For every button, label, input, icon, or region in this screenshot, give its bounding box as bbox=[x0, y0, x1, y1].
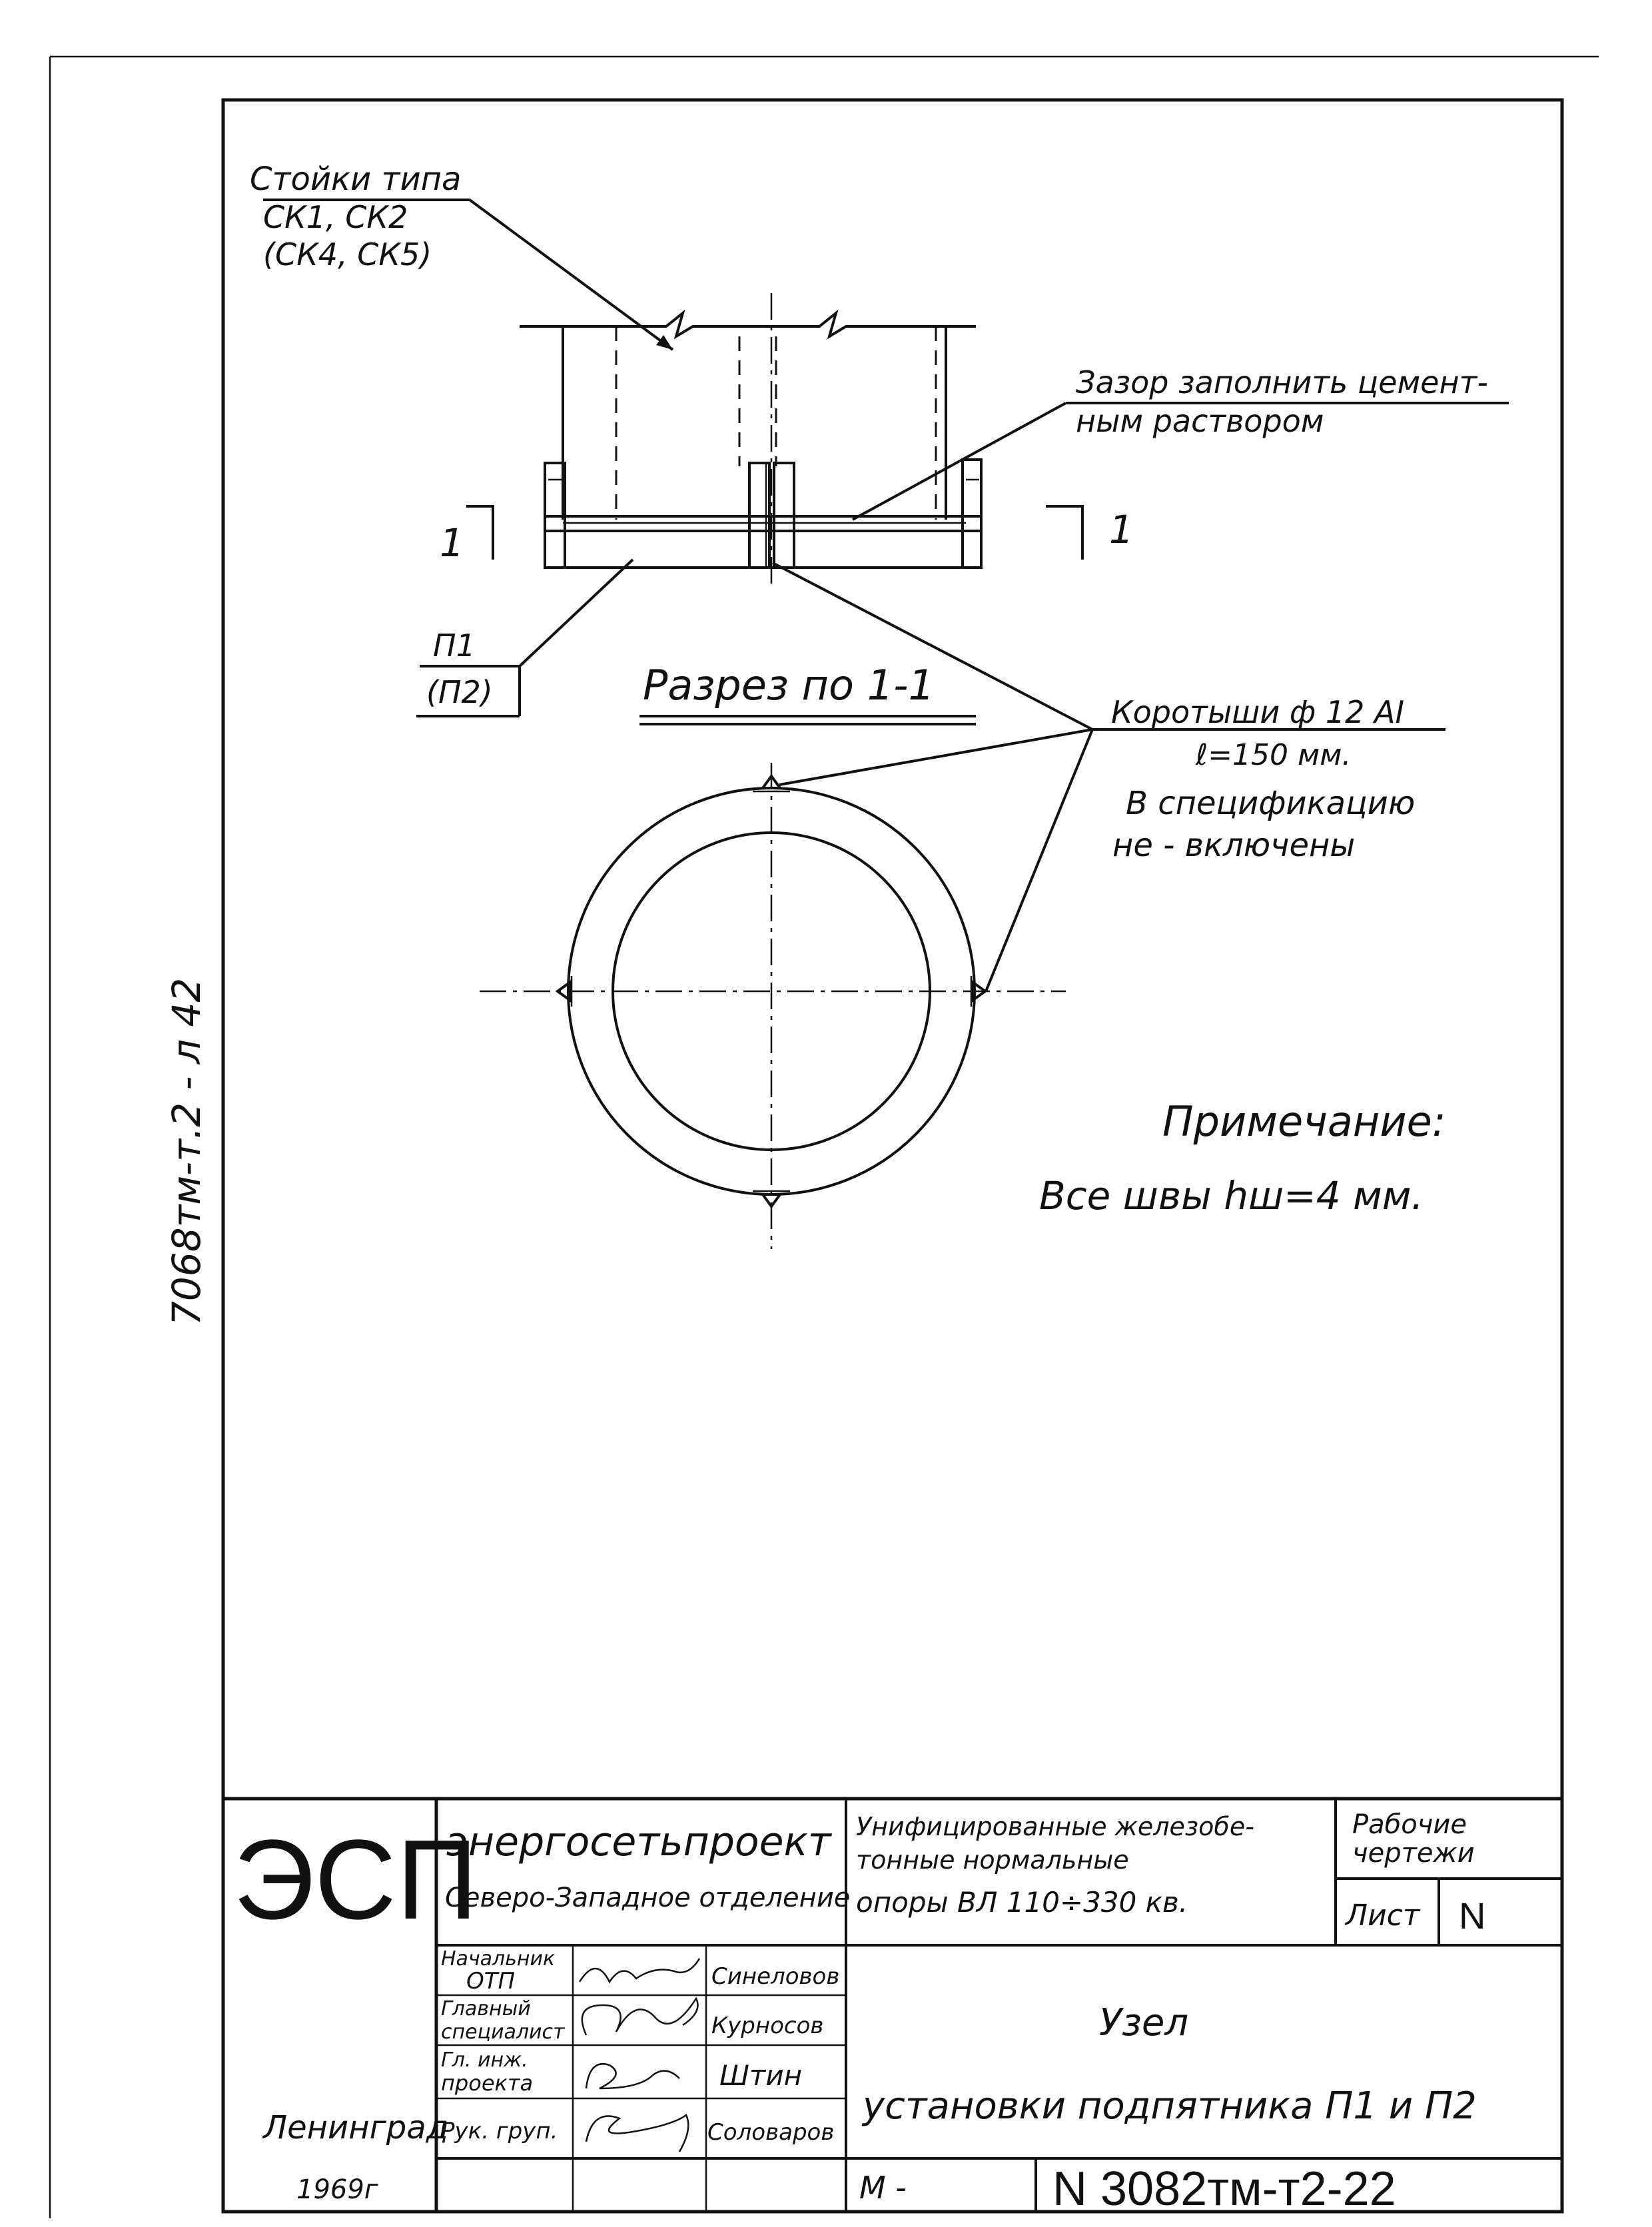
stage-line1: Рабочие bbox=[1352, 1809, 1467, 1840]
section-number-right: 1 bbox=[1109, 507, 1134, 552]
p-leader bbox=[520, 560, 633, 666]
section-number-left: 1 bbox=[440, 520, 464, 566]
scale-label: М - bbox=[859, 2170, 907, 2206]
sheet-label: Лист bbox=[1346, 1899, 1420, 1933]
role-3-name: Штин bbox=[719, 2059, 803, 2092]
org-logo: ЭСП bbox=[233, 1817, 478, 1943]
org-branch: Северо-Западное отделение bbox=[445, 1883, 851, 1913]
project-line3: опоры ВЛ 110÷330 кв. bbox=[856, 1886, 1188, 1919]
drawing-number: N 3082тм-т2-22 bbox=[1052, 2162, 1396, 2216]
lug-right bbox=[963, 460, 981, 568]
role-1-line1: Начальник bbox=[441, 1947, 556, 1971]
role-3-line1: Гл. инж. bbox=[441, 2048, 528, 2072]
note-text: Все швы hш=4 мм. bbox=[1039, 1173, 1424, 1218]
signature-4 bbox=[586, 2115, 688, 2152]
project-line2: тонные нормальные bbox=[856, 1845, 1129, 1875]
role-2-line2: специалист bbox=[441, 2020, 565, 2044]
sheet-value: N bbox=[1459, 1895, 1486, 1937]
drawing-title-line1: Узел bbox=[1099, 2001, 1189, 2044]
gap-label-line1: Зазор заполнить цемент- bbox=[1076, 364, 1488, 400]
spacing-label: ℓ=150 мм. bbox=[1196, 738, 1352, 772]
p1-label: П1 bbox=[433, 628, 476, 664]
section-mark-right bbox=[1046, 506, 1082, 560]
short-bars-leader-right bbox=[986, 729, 1092, 991]
signature-3 bbox=[586, 2064, 679, 2088]
p2-label: (П2) bbox=[426, 674, 493, 710]
year-label: 1969г bbox=[296, 2174, 378, 2205]
spec-note-line1: В спецификацию bbox=[1126, 785, 1416, 822]
drawing-title-line2: установки подпятника П1 и П2 bbox=[863, 2084, 1477, 2128]
stage-line2: чертежи bbox=[1352, 1838, 1475, 1869]
spec-note-line2: не - включены bbox=[1112, 827, 1356, 864]
city-label: Ленинград bbox=[263, 2109, 448, 2146]
section-view bbox=[480, 563, 1446, 1249]
signature-1 bbox=[580, 1959, 699, 1982]
short-bars-leader-top bbox=[779, 729, 1092, 785]
short-bars-label: Коротыши ф 12 AI bbox=[1111, 694, 1405, 730]
break-line bbox=[520, 313, 976, 336]
base-plate bbox=[545, 531, 981, 568]
note-title: Примечание: bbox=[1162, 1097, 1446, 1146]
gap-label-line2: ным раствором bbox=[1076, 403, 1324, 439]
role-4-name: Соловаров bbox=[707, 2119, 835, 2146]
title-block bbox=[223, 1799, 1562, 2216]
side-stamp: 7068тм-т.2 - л 42 bbox=[164, 977, 209, 1326]
elevation-view bbox=[250, 161, 1509, 716]
role-1-name: Синеловов bbox=[711, 1963, 840, 1990]
stoyki-title-label: Стойки типа bbox=[250, 161, 462, 198]
signature-2 bbox=[582, 1999, 698, 2035]
stoyki-leader-arrow bbox=[656, 335, 673, 350]
stoyki-alt-label: (СК4, СК5) bbox=[263, 236, 432, 272]
stoyki-types-label: СК1, СК2 bbox=[263, 199, 408, 235]
role-3-line2: проекта bbox=[441, 2070, 534, 2096]
section-title: Разрез по 1-1 bbox=[643, 661, 935, 709]
gap-leader bbox=[853, 403, 1066, 520]
role-4-line1: Рук. груп. bbox=[441, 2118, 558, 2144]
project-line1: Унифицированные железобе- bbox=[856, 1812, 1254, 1841]
role-2-name: Курносов bbox=[711, 2012, 824, 2039]
org-name: энергосетьпроект bbox=[446, 1819, 831, 1865]
role-2-line1: Главный bbox=[441, 1997, 531, 2020]
section-mark-left bbox=[466, 506, 493, 560]
role-1-line2: ОТП bbox=[466, 1968, 516, 1995]
